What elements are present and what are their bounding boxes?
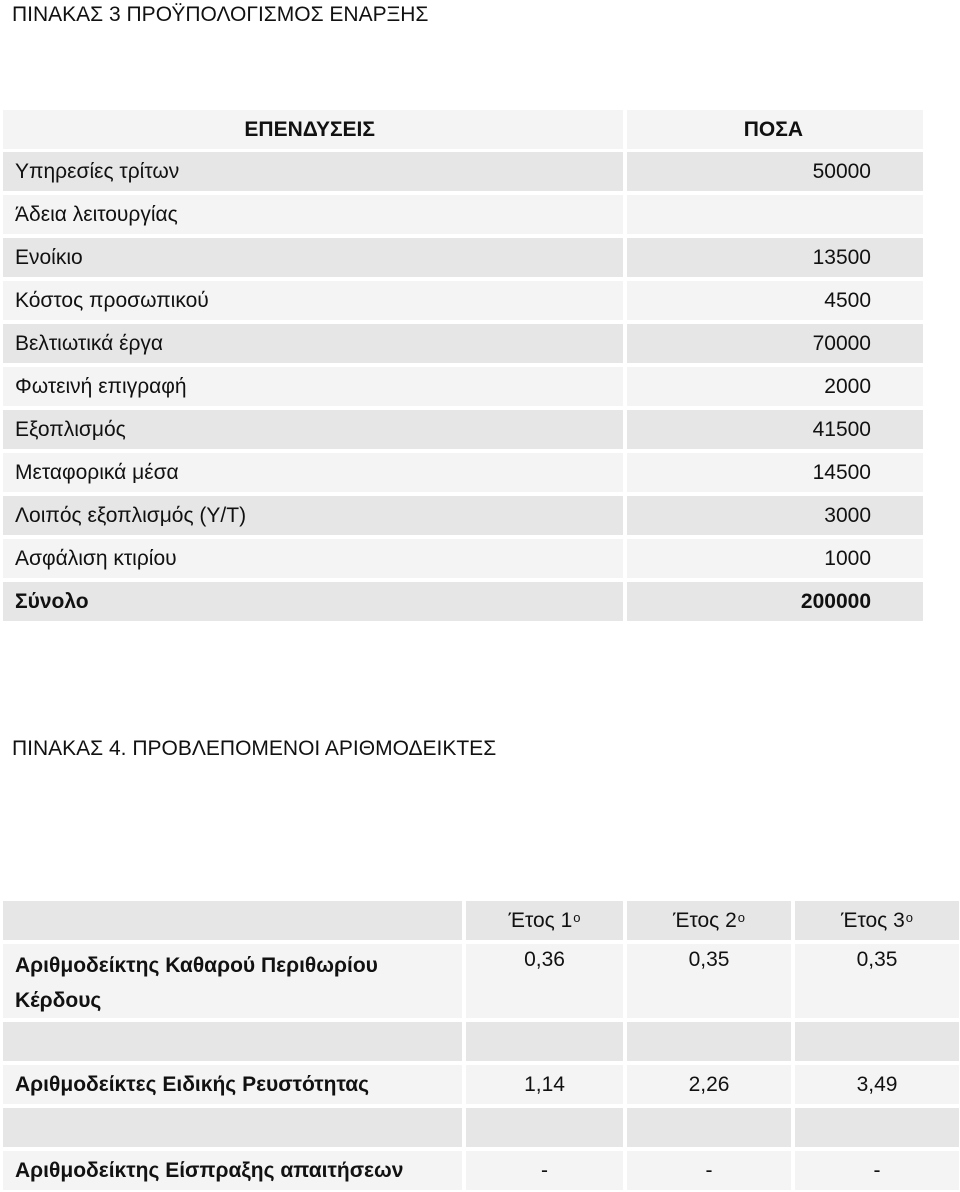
table-row [3,944,959,1018]
row-label [3,944,462,1018]
row-label: Κόστος προσωπικού [3,281,623,320]
table-row [3,539,923,578]
table3-header-value: ΠΟΣΑ [627,110,923,149]
table3-total-row [3,582,923,621]
column-label: Έτος 1 [508,908,573,932]
table3-title: ΠΙΝΑΚΑΣ 3 ΠΡΟΫΠΟΛΟΓΙΣΜΟΣ ΕΝΑΡΞΗΣ [12,3,429,26]
column-label: Έτος 2 [672,908,737,932]
spacer-cell [466,1108,623,1147]
table-row [3,238,923,277]
table-row [3,367,923,406]
row-value: 13500 [627,238,923,277]
column-header-year1 [466,901,623,940]
row-value: 4500 [627,281,923,320]
total-label: Σύνολο [3,582,623,621]
table-row [3,1151,959,1190]
column-superscript: ο [905,910,913,925]
row-label: Άδεια λειτουργίας [3,195,623,234]
row-value: 3000 [627,496,923,535]
row-value: 41500 [627,410,923,449]
row-label-line1: Αριθμοδείκτης Καθαρού Περιθωρίου [15,954,378,977]
row-value: 0,35 [795,944,959,1018]
row-label: Υπηρεσίες τρίτων [3,152,623,191]
row-value: 2,26 [627,1065,791,1104]
row-label: Ενοίκιο [3,238,623,277]
row-label: Αριθμοδείκτης Είσπραξης απαιτήσεων [3,1151,462,1190]
row-label: Εξοπλισμός [3,410,623,449]
table-row [3,453,923,492]
spacer-row [3,1022,959,1061]
header-empty-cell [3,901,462,940]
row-label: Φωτεινή επιγραφή [3,367,623,406]
row-value: 1000 [627,539,923,578]
table-row [3,324,923,363]
row-value: - [466,1151,623,1190]
spacer-cell [795,1022,959,1061]
column-header-year3 [795,901,959,940]
row-value: 50000 [627,152,923,191]
spacer-cell [3,1022,462,1061]
table-row [3,410,923,449]
row-value: 1,14 [466,1065,623,1104]
total-value: 200000 [627,582,923,621]
row-label: Ασφάλιση κτιρίου [3,539,623,578]
row-value: 14500 [627,453,923,492]
column-label: Έτος 3 [840,908,905,932]
row-value: - [627,1151,791,1190]
spacer-cell [3,1108,462,1147]
row-value: - [795,1151,959,1190]
spacer-cell [795,1108,959,1147]
table-row [3,281,923,320]
spacer-cell [627,1022,791,1061]
column-superscript: ο [737,910,745,925]
spacer-cell [466,1022,623,1061]
table4-header-row [3,901,959,940]
table-row [3,1065,959,1104]
table-row [3,496,923,535]
column-header-year2 [627,901,791,940]
row-label-line2: Κέρδους [15,989,102,1012]
row-label: Αριθμοδείκτες Ειδικής Ρευστότητας [3,1065,462,1104]
spacer-cell [627,1108,791,1147]
table3-header-label: ΕΠΕΝΔΥΣΕΙΣ [3,110,623,149]
table3-header-row [3,110,923,149]
row-value: 3,49 [795,1065,959,1104]
row-value [627,195,923,234]
spacer-row [3,1108,959,1147]
table-row [3,195,923,234]
table4-title: ΠΙΝΑΚΑΣ 4. ΠΡΟΒΛΕΠΟΜΕΝΟΙ ΑΡΙΘΜΟΔΕΙΚΤΕΣ [12,737,497,760]
column-superscript: ο [573,910,581,925]
row-value: 70000 [627,324,923,363]
row-label: Λοιπός εξοπλισμός (Υ/Τ) [3,496,623,535]
row-label: Βελτιωτικά έργα [3,324,623,363]
table-row [3,152,923,191]
row-label: Μεταφορικά μέσα [3,453,623,492]
row-value: 2000 [627,367,923,406]
row-value: 0,35 [627,944,791,1018]
row-value: 0,36 [466,944,623,1018]
